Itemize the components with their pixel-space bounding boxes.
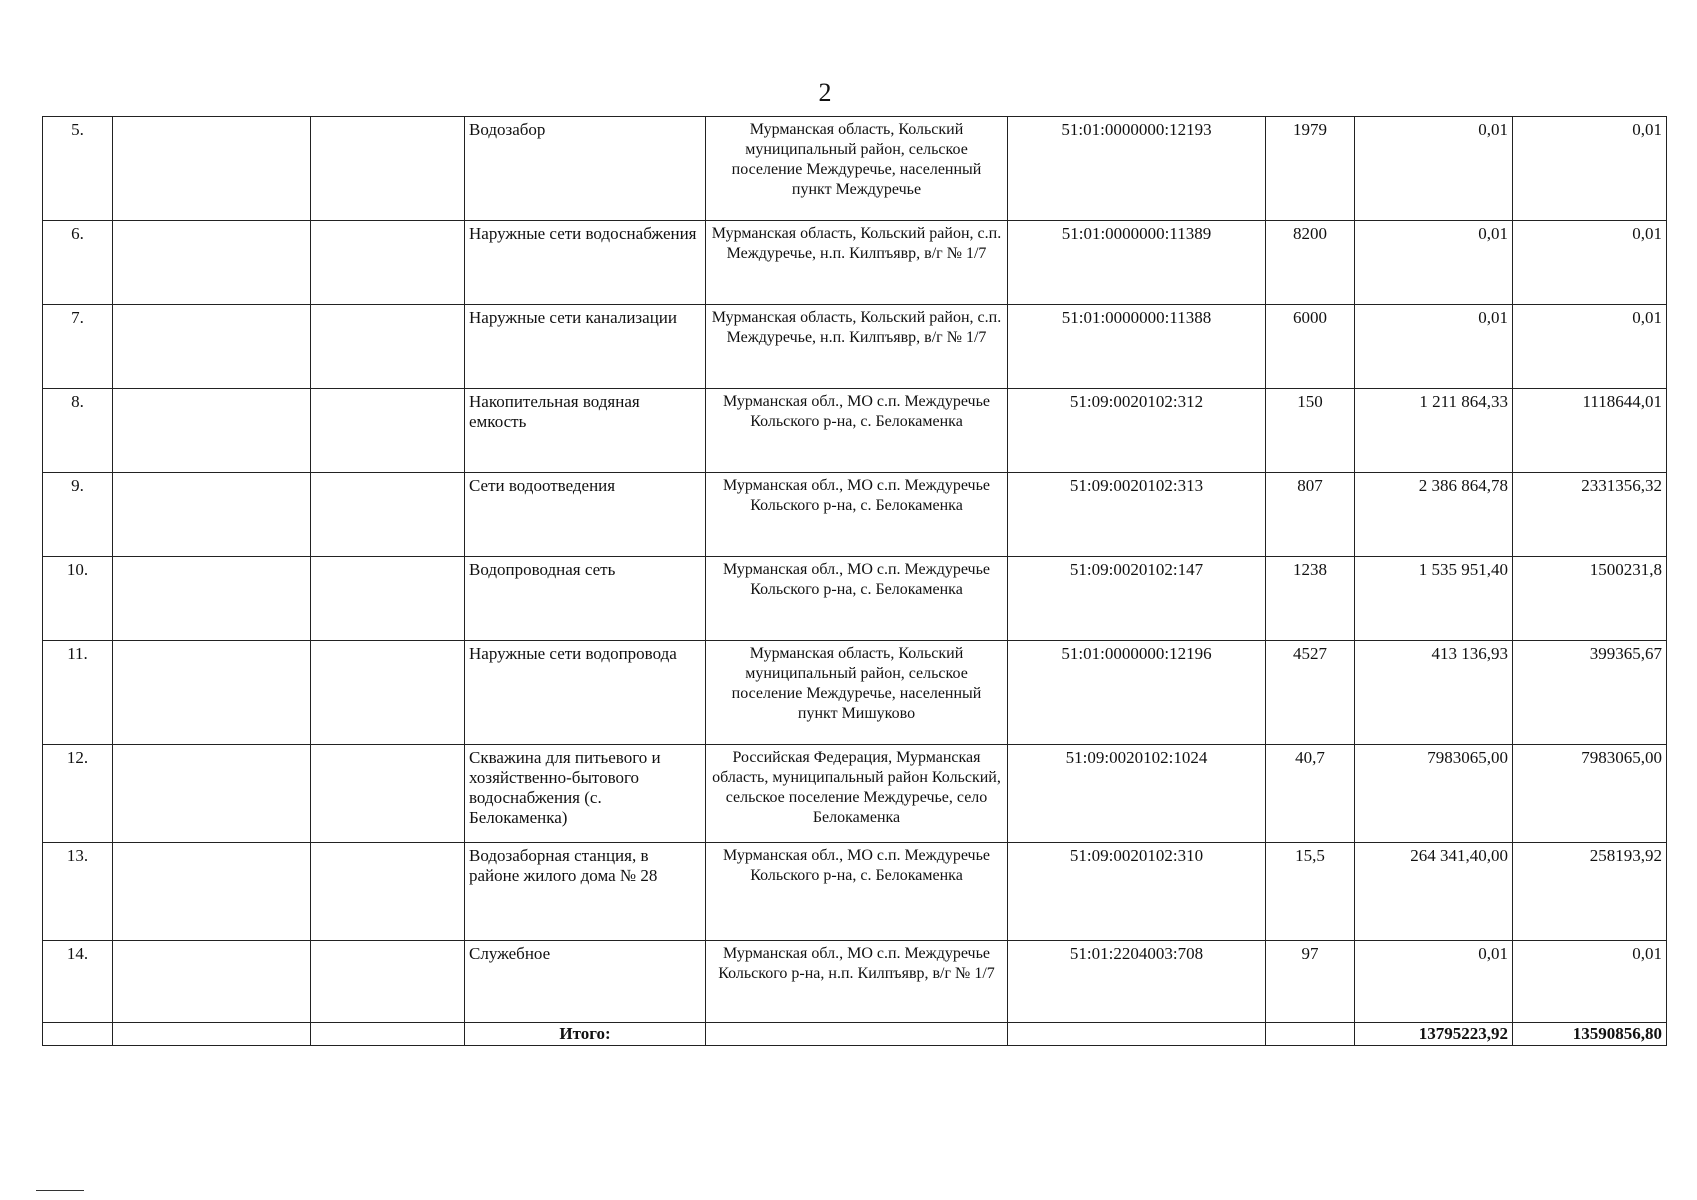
empty-cell	[113, 473, 311, 557]
table-row	[43, 305, 1667, 389]
object-size: 15,5	[1266, 843, 1355, 941]
cadastral-number: 51:01:0000000:11389	[1008, 221, 1266, 305]
table-row	[43, 221, 1667, 305]
empty-cell	[311, 221, 465, 305]
object-size: 97	[1266, 941, 1355, 1023]
empty-cell	[113, 305, 311, 389]
object-name: Наружные сети водоснабжения	[465, 221, 706, 305]
empty-cell	[311, 745, 465, 843]
object-address: Мурманская область, Кольский муниципальный район, сельское поселение Междуречье, населенный пункт Междуречье	[706, 117, 1008, 221]
object-address: Российская Федерация, Мурманская область, муниципальный район Кольский, сельское поселение Междуречье, село Белокаменка	[706, 745, 1008, 843]
value-2: 399365,67	[1513, 641, 1667, 745]
empty-cell	[311, 389, 465, 473]
object-name: Наружные сети канализации	[465, 305, 706, 389]
value-2: 1118644,01	[1513, 389, 1667, 473]
table-row	[43, 117, 1667, 221]
value-1: 2 386 864,78	[1355, 473, 1513, 557]
empty-cell	[1266, 1023, 1355, 1046]
cadastral-number: 51:09:0020102:312	[1008, 389, 1266, 473]
empty-cell	[113, 843, 311, 941]
object-size: 807	[1266, 473, 1355, 557]
object-address: Мурманская обл., МО с.п. Междуречье Кольского р-на, с. Белокаменка	[706, 473, 1008, 557]
row-number: 6.	[43, 221, 113, 305]
empty-cell	[113, 745, 311, 843]
table-row	[43, 389, 1667, 473]
property-registry-table	[42, 116, 1667, 1046]
value-2: 0,01	[1513, 117, 1667, 221]
cadastral-number: 51:09:0020102:1024	[1008, 745, 1266, 843]
total-label: Итого:	[465, 1023, 706, 1046]
cadastral-number: 51:01:0000000:12193	[1008, 117, 1266, 221]
row-number: 7.	[43, 305, 113, 389]
object-name: Водозаборная станция, в районе жилого дома № 28	[465, 843, 706, 941]
empty-cell	[311, 117, 465, 221]
value-2: 0,01	[1513, 221, 1667, 305]
page-number: 2	[818, 78, 832, 107]
table-row	[43, 843, 1667, 941]
object-name: Накопительная водяная емкость	[465, 389, 706, 473]
value-2: 1500231,8	[1513, 557, 1667, 641]
cadastral-number: 51:09:0020102:147	[1008, 557, 1266, 641]
value-1: 1 211 864,33	[1355, 389, 1513, 473]
empty-cell	[113, 1023, 311, 1046]
object-name: Сети водоотведения	[465, 473, 706, 557]
empty-cell	[43, 1023, 113, 1046]
empty-cell	[311, 305, 465, 389]
object-name: Наружные сети водопровода	[465, 641, 706, 745]
value-1: 0,01	[1355, 305, 1513, 389]
cadastral-number: 51:01:2204003:708	[1008, 941, 1266, 1023]
empty-cell	[311, 941, 465, 1023]
value-2: 0,01	[1513, 305, 1667, 389]
row-number: 11.	[43, 641, 113, 745]
value-1: 0,01	[1355, 941, 1513, 1023]
object-size: 40,7	[1266, 745, 1355, 843]
value-2: 7983065,00	[1513, 745, 1667, 843]
scan-mark	[36, 1190, 84, 1191]
total-value-2: 13590856,80	[1513, 1023, 1667, 1046]
cadastral-number: 51:01:0000000:12196	[1008, 641, 1266, 745]
empty-cell	[113, 641, 311, 745]
object-address: Мурманская обл., МО с.п. Междуречье Кольского р-на, с. Белокаменка	[706, 557, 1008, 641]
cadastral-number: 51:01:0000000:11388	[1008, 305, 1266, 389]
value-1: 1 535 951,40	[1355, 557, 1513, 641]
empty-cell	[311, 1023, 465, 1046]
object-address: Мурманская область, Кольский район, с.п. Междуречье, н.п. Килпъявр, в/г № 1/7	[706, 305, 1008, 389]
table-row	[43, 641, 1667, 745]
value-1: 413 136,93	[1355, 641, 1513, 745]
table-row	[43, 557, 1667, 641]
object-size: 1238	[1266, 557, 1355, 641]
object-address: Мурманская обл., МО с.п. Междуречье Кольского р-на, с. Белокаменка	[706, 389, 1008, 473]
row-number: 5.	[43, 117, 113, 221]
value-2: 258193,92	[1513, 843, 1667, 941]
value-1: 7983065,00	[1355, 745, 1513, 843]
empty-cell	[113, 221, 311, 305]
empty-cell	[311, 843, 465, 941]
row-number: 12.	[43, 745, 113, 843]
object-name: Водопроводная сеть	[465, 557, 706, 641]
object-address: Мурманская обл., МО с.п. Междуречье Кольского р-на, н.п. Килпъявр, в/г № 1/7	[706, 941, 1008, 1023]
object-size: 1979	[1266, 117, 1355, 221]
value-2: 0,01	[1513, 941, 1667, 1023]
value-1: 264 341,40,00	[1355, 843, 1513, 941]
value-1: 0,01	[1355, 221, 1513, 305]
table-row	[43, 745, 1667, 843]
total-row	[43, 1023, 1667, 1046]
row-number: 10.	[43, 557, 113, 641]
row-number: 9.	[43, 473, 113, 557]
empty-cell	[311, 641, 465, 745]
row-number: 13.	[43, 843, 113, 941]
value-1: 0,01	[1355, 117, 1513, 221]
value-2: 2331356,32	[1513, 473, 1667, 557]
cadastral-number: 51:09:0020102:310	[1008, 843, 1266, 941]
empty-cell	[113, 941, 311, 1023]
object-address: Мурманская область, Кольский район, с.п. Междуречье, н.п. Килпъявр, в/г № 1/7	[706, 221, 1008, 305]
table-body	[43, 117, 1667, 1046]
empty-cell	[113, 117, 311, 221]
object-size: 150	[1266, 389, 1355, 473]
empty-cell	[113, 557, 311, 641]
empty-cell	[1008, 1023, 1266, 1046]
total-value-1: 13795223,92	[1355, 1023, 1513, 1046]
row-number: 8.	[43, 389, 113, 473]
empty-cell	[311, 557, 465, 641]
object-address: Мурманская обл., МО с.п. Междуречье Кольского р-на, с. Белокаменка	[706, 843, 1008, 941]
row-number: 14.	[43, 941, 113, 1023]
object-size: 8200	[1266, 221, 1355, 305]
empty-cell	[706, 1023, 1008, 1046]
cadastral-number: 51:09:0020102:313	[1008, 473, 1266, 557]
object-address: Мурманская область, Кольский муниципальный район, сельское поселение Междуречье, населенный пункт Мишуково	[706, 641, 1008, 745]
object-name: Водозабор	[465, 117, 706, 221]
table-row	[43, 941, 1667, 1023]
object-name: Служебное	[465, 941, 706, 1023]
table-row	[43, 473, 1667, 557]
object-size: 4527	[1266, 641, 1355, 745]
object-size: 6000	[1266, 305, 1355, 389]
empty-cell	[311, 473, 465, 557]
empty-cell	[113, 389, 311, 473]
object-name: Скважина для питьевого и хозяйственно-бытового водоснабжения (с. Белокаменка)	[465, 745, 706, 843]
